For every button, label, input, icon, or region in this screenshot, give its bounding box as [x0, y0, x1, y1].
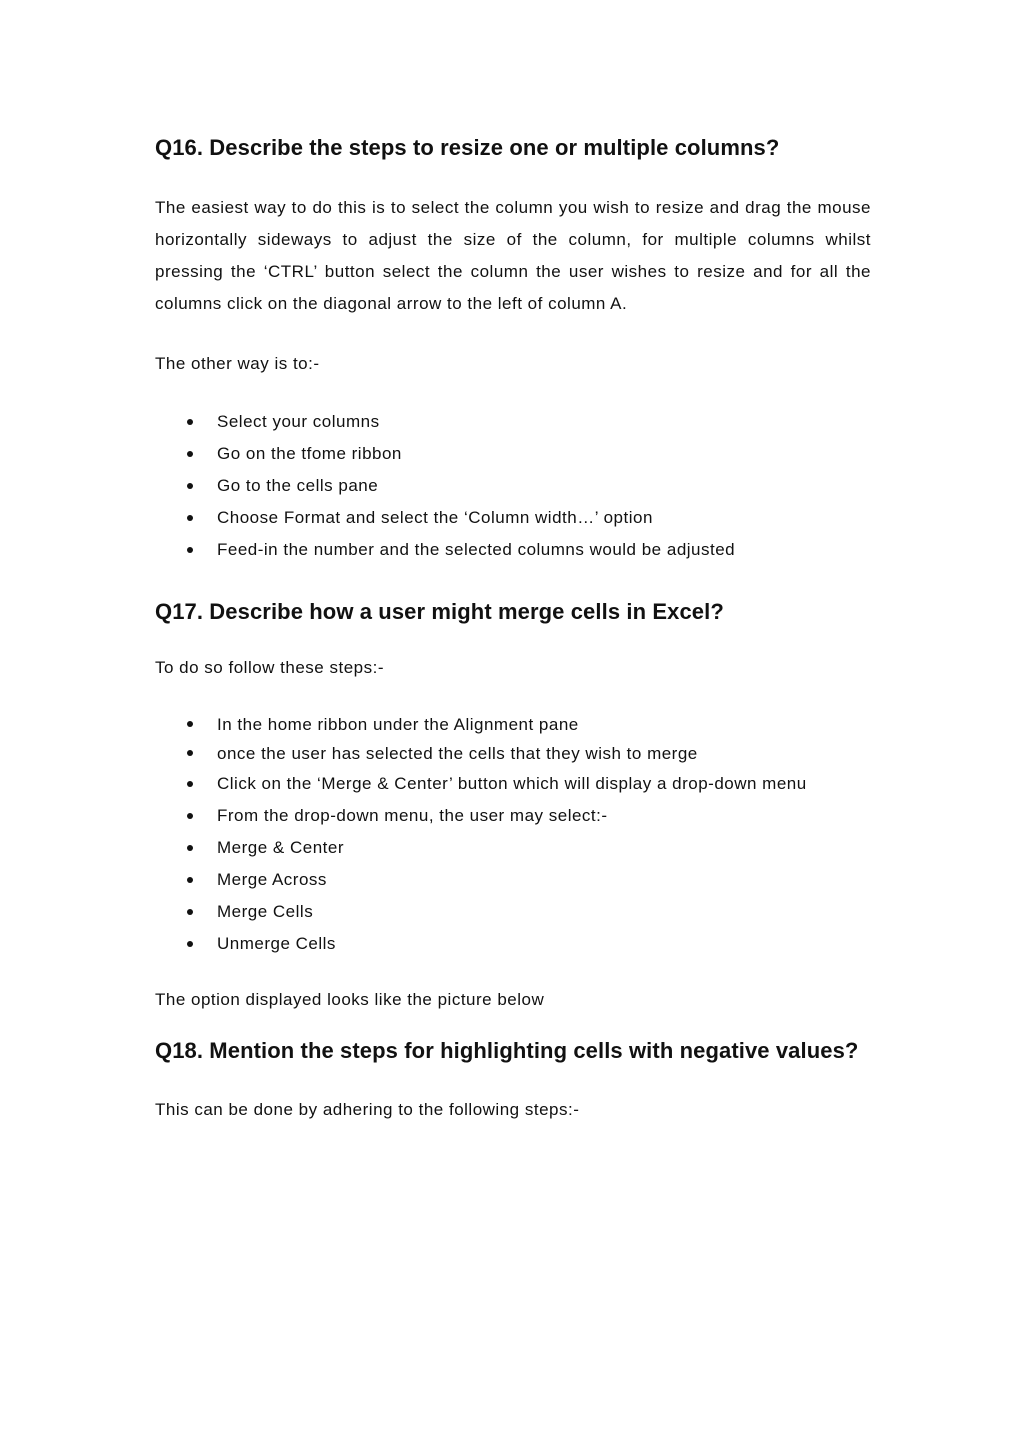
list-item: Merge Across [155, 864, 871, 896]
list-item: Choose Format and select the ‘Column width…’ option [155, 502, 871, 534]
bullet-icon [187, 483, 193, 489]
list-item: Select your columns [155, 406, 871, 438]
bullet-icon [187, 941, 193, 947]
list-item: Click on the ‘Merge & Center’ button which will display a drop-down menu [155, 768, 871, 800]
bullet-icon [187, 877, 193, 883]
bullet-icon [187, 419, 193, 425]
q16-other-way: The other way is to:- [155, 354, 320, 373]
list-item: once the user has selected the cells that they wish to merge [155, 739, 871, 768]
q17-outro: The option displayed looks like the picture below [155, 990, 545, 1009]
list-item: Merge & Center [155, 832, 871, 864]
bullet-icon [187, 909, 193, 915]
bullet-icon [187, 451, 193, 457]
q16-paragraph: The easiest way to do this is to select the column you wish to resize and drag the mouse horizontally sideways to adjust the size of the column, for multiple columns whilst pressing the ‘CTRL’ button select the column the user wishes to resize and for all the columns click on the diagonal arrow to the left of column A. [155, 198, 871, 313]
list-item: Merge Cells [155, 896, 871, 928]
q18-intro: This can be done by adhering to the following steps:- [155, 1100, 580, 1119]
list-item: In the home ribbon under the Alignment pane [155, 710, 871, 739]
q18-heading: Q18. Mention the steps for highlighting cells with negative values? [155, 1038, 859, 1063]
bullet-icon [187, 750, 193, 756]
list-item: Go to the cells pane [155, 470, 871, 502]
q17-intro: To do so follow these steps:- [155, 658, 385, 677]
bullet-icon [187, 781, 193, 787]
list-item: Go on the tfome ribbon [155, 438, 871, 470]
document-content [155, 128, 871, 1126]
q17-heading: Q17. Describe how a user might merge cells in Excel? [155, 599, 724, 624]
list-item: Unmerge Cells [155, 928, 871, 960]
bullet-icon [187, 515, 193, 521]
bullet-icon [187, 721, 193, 727]
list-item: From the drop-down menu, the user may select:- [155, 800, 871, 832]
q16-heading: Q16. Describe the steps to resize one or multiple columns? [155, 135, 780, 160]
bullet-icon [187, 547, 193, 553]
bullet-icon [187, 845, 193, 851]
bullet-icon [187, 813, 193, 819]
q17-steps-list [155, 710, 871, 960]
list-item: Feed-in the number and the selected columns would be adjusted [155, 534, 871, 566]
q16-steps-list [155, 406, 871, 566]
